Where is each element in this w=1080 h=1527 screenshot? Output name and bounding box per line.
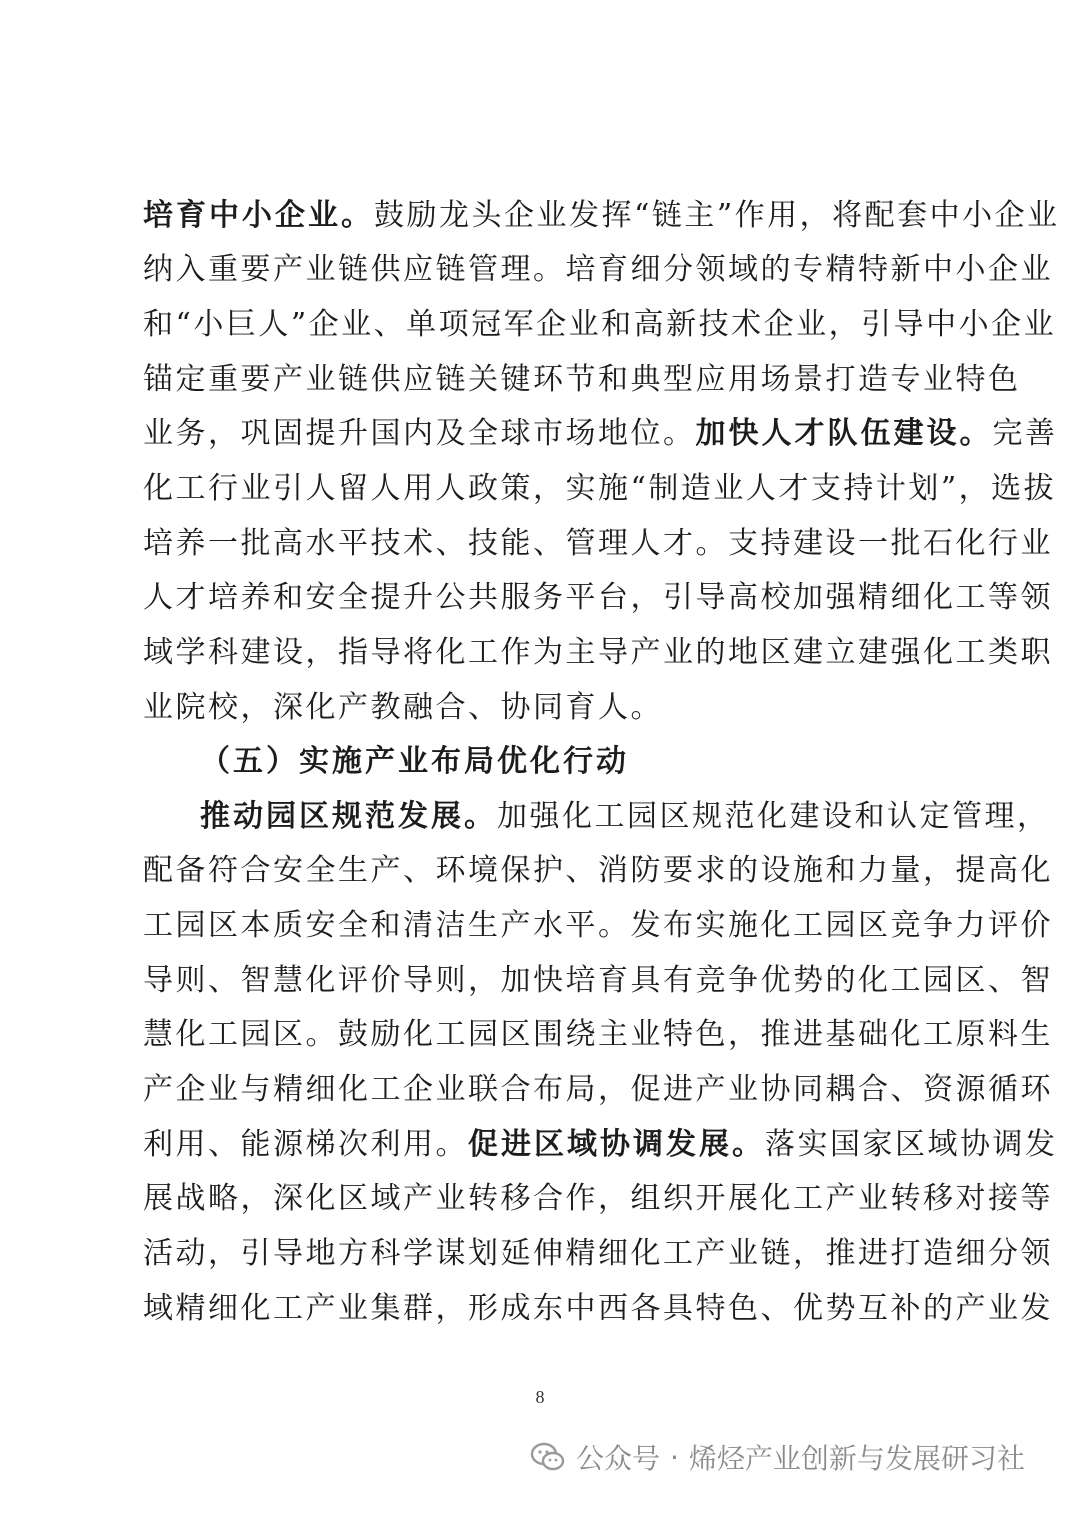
text-line: 域精细化工产业集群，形成东中西各具特色、优势互补的产业发 — [143, 1291, 1053, 1326]
text-line: 利用、能源梯次利用。促进区域协调发展。落实国家区域协调发 — [143, 1127, 1058, 1162]
footer-separator: · — [670, 1440, 679, 1474]
text-line: 培养一批高水平技术、技能、管理人才。支持建设一批石化行业 — [143, 526, 1053, 561]
text-line: 配备符合安全生产、环境保护、消防要求的设施和力量，提高化 — [143, 853, 1053, 888]
text-line: 产企业与精细化工企业联合布局，促进产业协同耦合、资源循环 — [143, 1072, 1053, 1107]
text-line: 人才培养和安全提升公共服务平台，引导高校加强精细化工等领 — [143, 580, 1053, 615]
text-line: 导则、智慧化评价导则，加快培育具有竞争优势的化工园区、智 — [143, 963, 1053, 998]
text-line: 活动，引导地方科学谋划延伸精细化工产业链，推进打造细分领 — [143, 1236, 1053, 1271]
footer-account-name: 烯烃产业创新与发展研习社 — [688, 1442, 1025, 1475]
text-line: 纳入重要产业链供应链管理。培育细分领域的专精特新中小企业 — [143, 252, 1053, 287]
bold-lead: 加快人才队伍建设。 — [695, 416, 993, 451]
text-line: 培育中小企业。鼓励龙头企业发挥“链主”作用，将配套中小企业 — [143, 198, 1060, 233]
text-line: 慧化工园区。鼓励化工园区围绕主业特色，推进基础化工原料生 — [143, 1017, 1053, 1052]
footer-label: 公众号 — [576, 1442, 661, 1475]
text-line: 域学科建设，指导将化工作为主导产业的地区建立建强化工类职 — [143, 635, 1053, 670]
text-line: 业务，巩固提升国内及全球市场地位。加快人才队伍建设。完善 — [143, 416, 1058, 451]
bold-lead: 促进区域协调发展。 — [468, 1127, 765, 1162]
wechat-icon — [530, 1441, 566, 1473]
text-line: 工园区本质安全和清洁生产水平。发布实施化工园区竞争力评价 — [143, 908, 1053, 943]
text-line: 业院校，深化产教融合、协同育人。 — [143, 690, 663, 725]
section-heading: （五）实施产业布局优化行动 — [200, 744, 629, 779]
watermark-footer — [530, 1435, 1025, 1479]
page-number: 8 — [535, 1387, 545, 1407]
text-line: 和“小巨人”企业、单项冠军企业和高新技术企业，引导中小企业 — [143, 307, 1057, 342]
text-line: 推动园区规范发展。加强化工园区规范化建设和认定管理， — [200, 799, 1050, 834]
text-line: 化工行业引人留人用人政策，实施“制造业人才支持计划”，选拔 — [143, 471, 1057, 506]
bold-lead: 推动园区规范发展。 — [200, 799, 497, 834]
text-line: 展战略，深化区域产业转移合作，组织开展化工产业转移对接等 — [143, 1181, 1053, 1216]
bold-lead: 培育中小企业。 — [143, 198, 374, 233]
text-line: 锚定重要产业链供应链关键环节和典型应用场景打造专业特色 — [143, 362, 1021, 397]
